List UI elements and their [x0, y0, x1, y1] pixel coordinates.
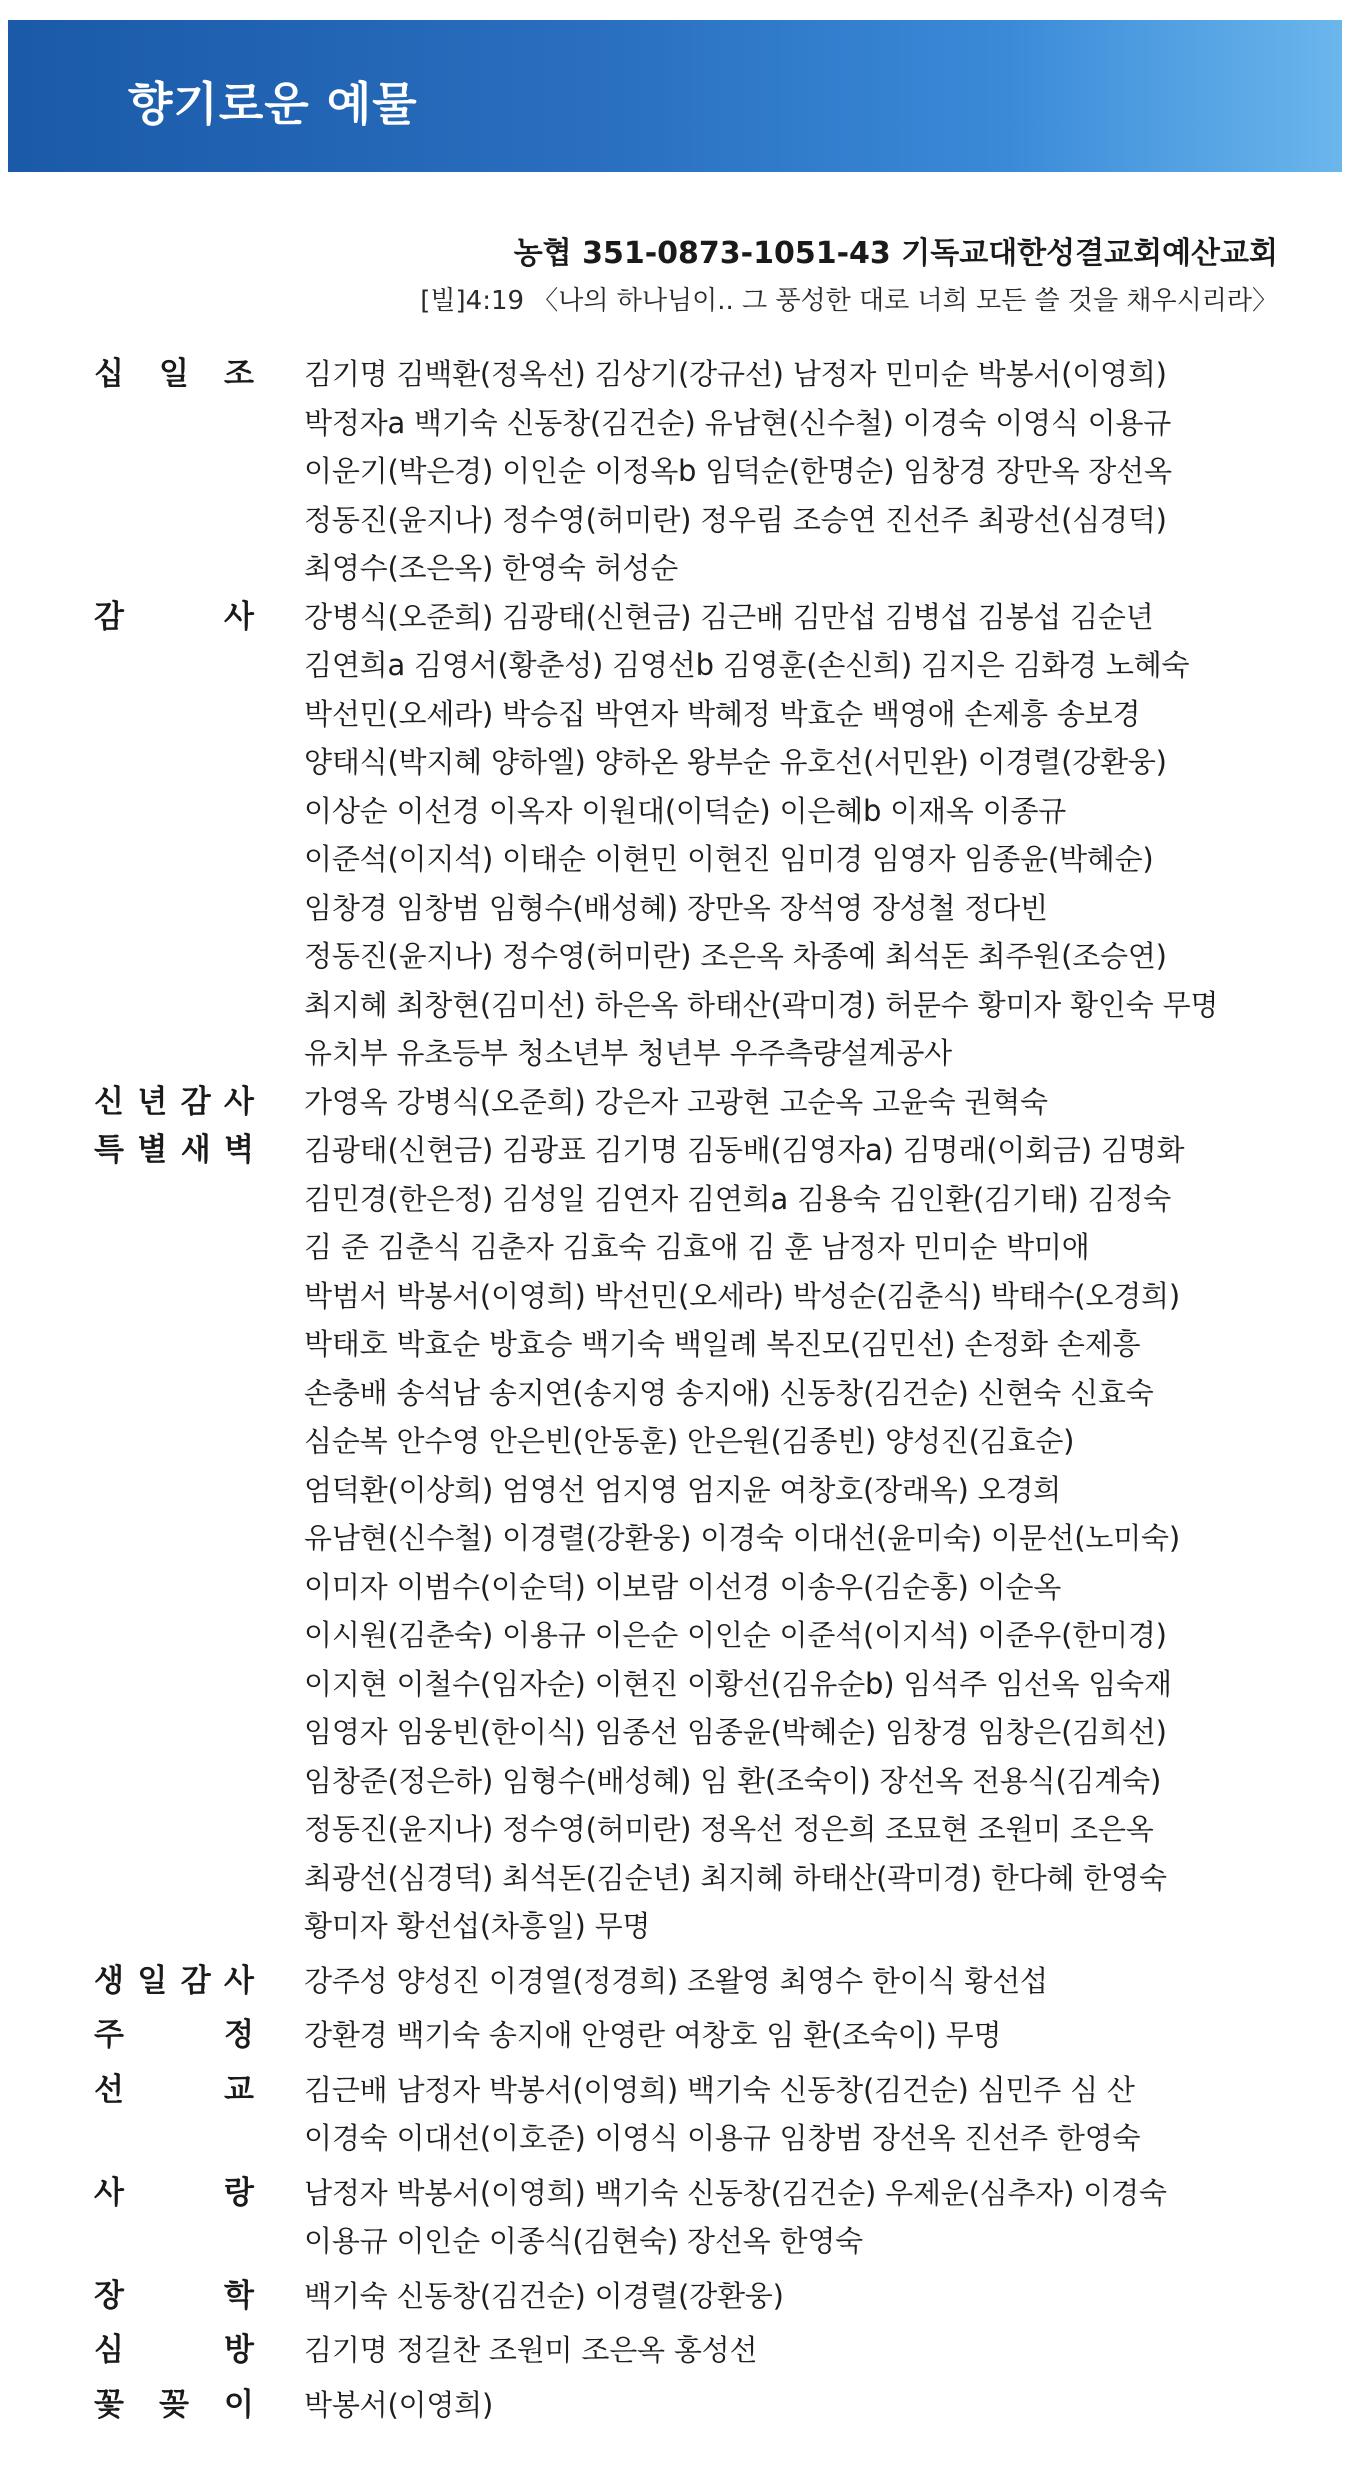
donor-line: 박태호 박효순 방효승 백기숙 백일례 복진모(김민선) 손정화 손제흥 — [304, 1327, 1141, 1361]
donor-names — [304, 2066, 1334, 2163]
donor-names — [304, 350, 1334, 593]
offering-category: 사 랑 — [94, 2174, 254, 2211]
donor-line: 김연희a 김영서(황춘성) 김영선b 김영훈(손신희) 김지은 김화경 노혜숙 — [304, 648, 1190, 682]
donor-line: 이운기(박은경) 이인순 이정옥b 임덕순(한명순) 임창경 장만옥 장선옥 — [304, 454, 1172, 488]
donor-line: 김광태(신현금) 김광표 김기명 김동배(김영자a) 김명래(이회금) 김명화 — [304, 1133, 1185, 1167]
donor-line: 박선민(오세라) 박승집 박연자 박혜정 박효순 백영애 손제흥 송보경 — [304, 696, 1141, 731]
donor-names — [304, 1957, 1334, 2006]
donor-line: 김기명 김백환(정옥선) 김상기(강규선) 남정자 민미순 박봉서(이영희) — [304, 357, 1167, 391]
donor-line: 김 준 김춘식 김춘자 김효숙 김효애 김 훈 남정자 민미순 박미애 — [304, 1230, 1090, 1264]
donor-line: 가영옥 강병식(오준희) 강은자 고광현 고순옥 고윤숙 권혁숙 — [304, 1084, 1048, 1119]
donor-line: 유치부 유초등부 청소년부 청년부 우주측량설계공사 — [304, 1036, 952, 1070]
offering-category: 꽃 꽂 이 — [94, 2386, 254, 2423]
donor-names — [304, 2326, 1334, 2375]
donor-line: 최광선(심경덕) 최석돈(김순년) 최지혜 하태산(곽미경) 한다혜 한영숙 — [304, 1860, 1167, 1895]
donor-line: 이시원(김춘숙) 이용규 이은순 이인순 이준석(이지석) 이준우(한미경) — [304, 1618, 1167, 1652]
donor-line: 백기숙 신동창(김건순) 이경렬(강환웅) — [304, 2278, 784, 2313]
offering-list — [0, 350, 1356, 2429]
offering-section — [0, 593, 1356, 1078]
donor-line: 이미자 이범수(이순덕) 이보람 이선경 이송우(김순홍) 이순옥 — [304, 1569, 1062, 1604]
offering-section — [0, 2326, 1356, 2375]
offering-category: 생 일 감 사 — [94, 1962, 254, 1999]
offering-section — [0, 1957, 1356, 2006]
offering-section — [0, 2381, 1356, 2430]
donor-line: 김민경(한은정) 김성일 김연자 김연희a 김용숙 김인환(김기태) 김정숙 — [304, 1181, 1172, 1216]
offering-section — [0, 2011, 1356, 2060]
donor-line: 김기명 정길찬 조원미 조은옥 홍성선 — [304, 2333, 758, 2367]
donor-line: 이상순 이선경 이옥자 이원대(이덕순) 이은혜b 이재옥 이종규 — [304, 793, 1067, 828]
offering-section — [0, 2272, 1356, 2321]
offering-category: 선 교 — [94, 2071, 254, 2108]
donor-line: 박정자a 백기숙 신동창(김건순) 유남현(신수철) 이경숙 이영식 이용규 — [304, 405, 1172, 440]
offering-category: 장 학 — [94, 2277, 254, 2314]
donor-line: 박봉서(이영희) — [304, 2387, 494, 2422]
donor-names — [304, 2381, 1334, 2430]
donor-names — [304, 2169, 1334, 2266]
donor-line: 황미자 황선섭(차흥일) 무명 — [304, 1909, 651, 1943]
donor-line: 정동진(윤지나) 정수영(허미란) 정우림 조승연 진선주 최광선(심경덕) — [304, 502, 1167, 537]
donor-line: 임창준(정은하) 임형수(배성혜) 임 환(조숙이) 장선옥 전용식(김계숙) — [304, 1763, 1162, 1798]
donor-names — [304, 1126, 1334, 1951]
donor-line: 정동진(윤지나) 정수영(허미란) 조은옥 차종예 최석돈 최주원(조승연) — [304, 939, 1167, 973]
donor-line: 유남현(신수철) 이경렬(강환웅) 이경숙 이대선(윤미숙) 이문선(노미숙) — [304, 1521, 1180, 1555]
donor-line: 이경숙 이대선(이호준) 이영식 이용규 임창범 장선옥 진선주 한영숙 — [304, 2121, 1141, 2155]
offering-category: 주 정 — [94, 2017, 254, 2053]
offering-section — [0, 1078, 1356, 1127]
bible-verse: [빌]4:19 〈나의 하나님이.. 그 풍성한 대로 너희 모든 쓸 것을 채우시리라〉 — [420, 286, 1278, 316]
donor-line: 최영수(조은옥) 한영숙 허성순 — [304, 551, 679, 585]
offering-category: 십 일 조 — [94, 356, 254, 392]
donor-line: 강주성 양성진 이경열(정경희) 조왈영 최영수 한이식 황선섭 — [304, 1963, 1048, 1998]
page-title: 향기로운 예물 — [128, 77, 418, 131]
offering-section — [0, 350, 1356, 593]
donor-line: 손충배 송석남 송지연(송지영 송지애) 신동창(김건순) 신현숙 신효숙 — [304, 1375, 1154, 1410]
offering-section — [0, 2066, 1356, 2163]
offering-category: 감 사 — [94, 598, 254, 635]
donor-names — [304, 2272, 1334, 2321]
donor-line: 최지혜 최창현(김미선) 하은옥 하태산(곽미경) 허문수 황미자 황인숙 무명 — [304, 987, 1219, 1022]
bank-account: 농협 351-0873-1051-43 기독교대한성결교회예산교회 — [513, 236, 1278, 271]
donor-names — [304, 2011, 1334, 2060]
offering-section — [0, 2169, 1356, 2266]
donor-line: 남정자 박봉서(이영희) 백기숙 신동창(김건순) 우제운(심추자) 이경숙 — [304, 2175, 1167, 2210]
donor-line: 김근배 남정자 박봉서(이영희) 백기숙 신동창(김건순) 심민주 심 산 — [304, 2072, 1135, 2107]
offering-category: 특 별 새 벽 — [94, 1132, 254, 1168]
donor-line: 박범서 박봉서(이영희) 박선민(오세라) 박성순(김춘식) 박태수(오경희) — [304, 1278, 1180, 1313]
donor-line: 이용규 이인순 이종식(김현숙) 장선옥 한영숙 — [304, 2224, 863, 2258]
offering-category: 신 년 감 사 — [94, 1083, 254, 1120]
donor-line: 강병식(오준희) 김광태(신현금) 김근배 김만섭 김병섭 김봉섭 김순년 — [304, 599, 1154, 634]
donor-line: 임영자 임웅빈(한이식) 임종선 임종윤(박혜순) 임창경 임창은(김희선) — [304, 1715, 1167, 1749]
offering-category: 심 방 — [94, 2332, 254, 2368]
donor-line: 엄덕환(이상희) 엄영선 엄지영 엄지윤 여창호(장래옥) 오경희 — [304, 1472, 1062, 1507]
donor-line: 강환경 백기숙 송지애 안영란 여창호 임 환(조숙이) 무명 — [304, 2018, 1002, 2052]
donor-line: 이지현 이철수(임자순) 이현진 이황선(김유순b) 임석주 임선옥 임숙재 — [304, 1666, 1172, 1701]
donor-line: 양태식(박지혜 양하엘) 양하온 왕부순 유호선(서민완) 이경렬(강환웅) — [304, 745, 1167, 779]
header-band — [8, 20, 1342, 172]
donor-names — [304, 593, 1334, 1078]
donor-names — [304, 1078, 1334, 1127]
donor-line: 정동진(윤지나) 정수영(허미란) 정옥선 정은희 조묘현 조원미 조은옥 — [304, 1812, 1154, 1846]
donor-line: 심순복 안수영 안은빈(안동훈) 안은원(김종빈) 양성진(김효순) — [304, 1424, 1075, 1458]
donor-line: 임창경 임창범 임형수(배성혜) 장만옥 장석영 장성철 정다빈 — [304, 890, 1048, 925]
offering-section — [0, 1126, 1356, 1951]
donor-line: 이준석(이지석) 이태순 이현민 이현진 임미경 임영자 임종윤(박혜순) — [304, 842, 1154, 876]
